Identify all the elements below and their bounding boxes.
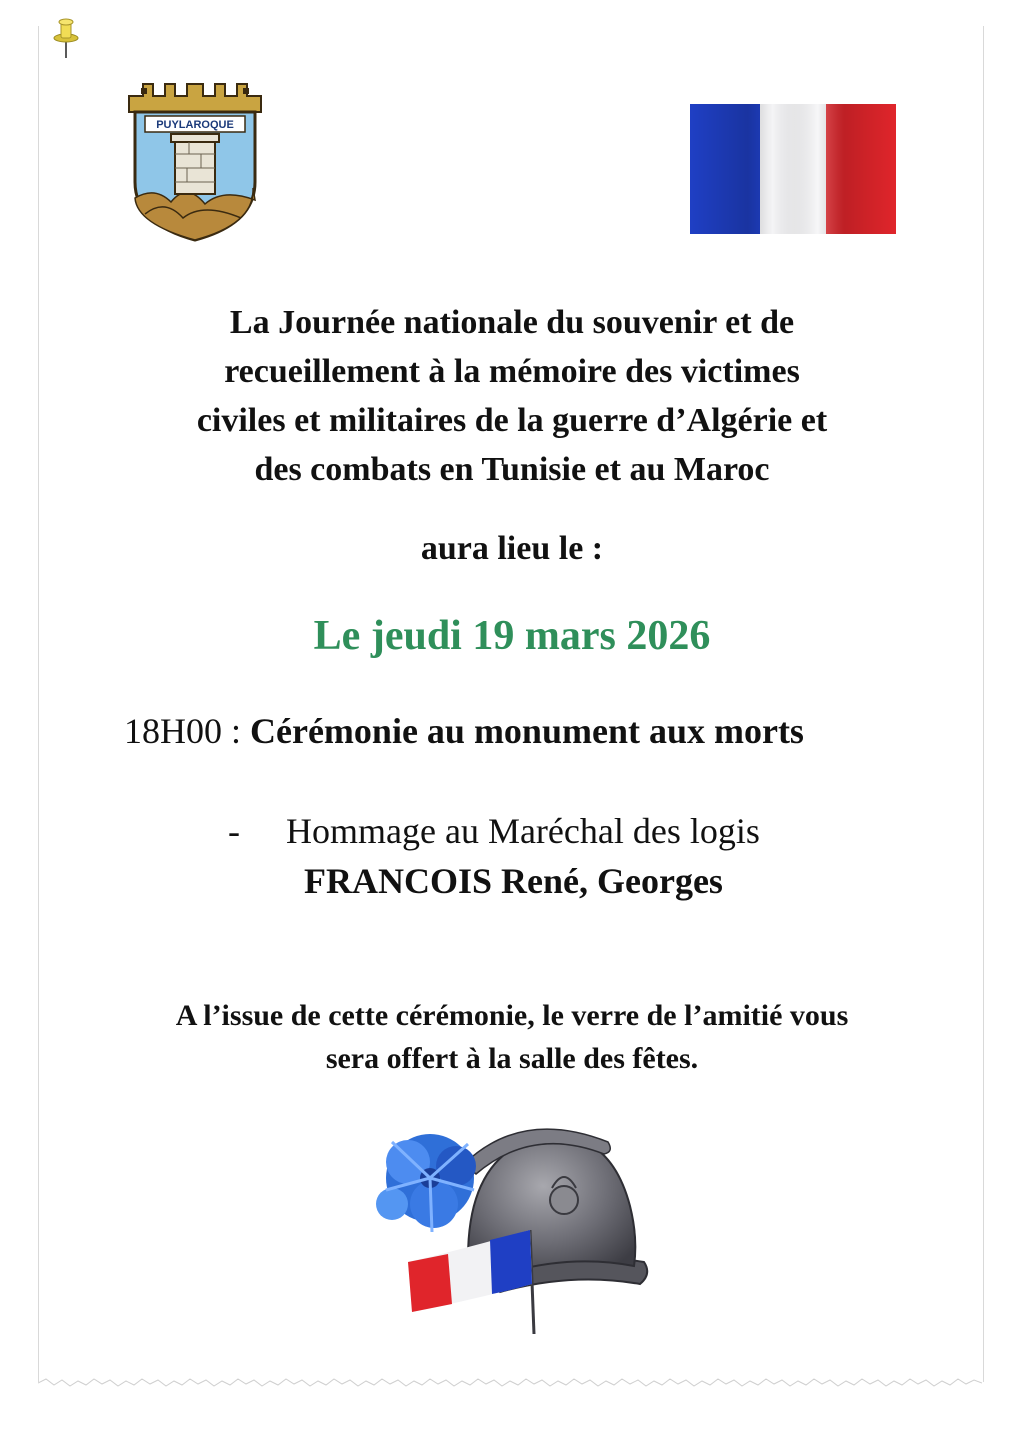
closing-note (0, 994, 1024, 1080)
title-line: La Journée nationale du souvenir et de (229, 304, 795, 341)
town-crest-icon (125, 78, 265, 244)
program-time: 18H00 : (124, 711, 241, 751)
homage-text: Hommage au Maréchal des logis (286, 811, 760, 851)
title-line: recueillement à la mémoire des victimes (224, 353, 800, 390)
lead-text: aura lieu le : (420, 530, 604, 567)
event-date: Le jeudi 19 mars 2026 (313, 613, 711, 659)
homage-item (228, 806, 928, 906)
torn-edge (38, 1376, 982, 1390)
program-line (124, 710, 924, 752)
announcement-title (0, 298, 1024, 494)
crest-town-name: PUYLAROQUE (156, 119, 234, 131)
push-pin-icon (52, 14, 80, 60)
helmet-cornflower-icon (372, 1108, 654, 1334)
title-line: civiles et militaires de la guerre d’Algérie et (196, 402, 828, 439)
french-flag-icon (690, 104, 896, 234)
honoree-name: FRANCOIS René, Georges (304, 861, 723, 901)
list-dash: - (228, 811, 240, 851)
closing-line: A l’issue de cette cérémonie, le verre de l’amitié vous (175, 999, 849, 1032)
closing-line: sera offert à la salle des fêtes. (325, 1042, 699, 1075)
program-event: Cérémonie au monument aux morts (250, 711, 804, 751)
title-line: des combats en Tunisie et au Maroc (254, 451, 770, 488)
